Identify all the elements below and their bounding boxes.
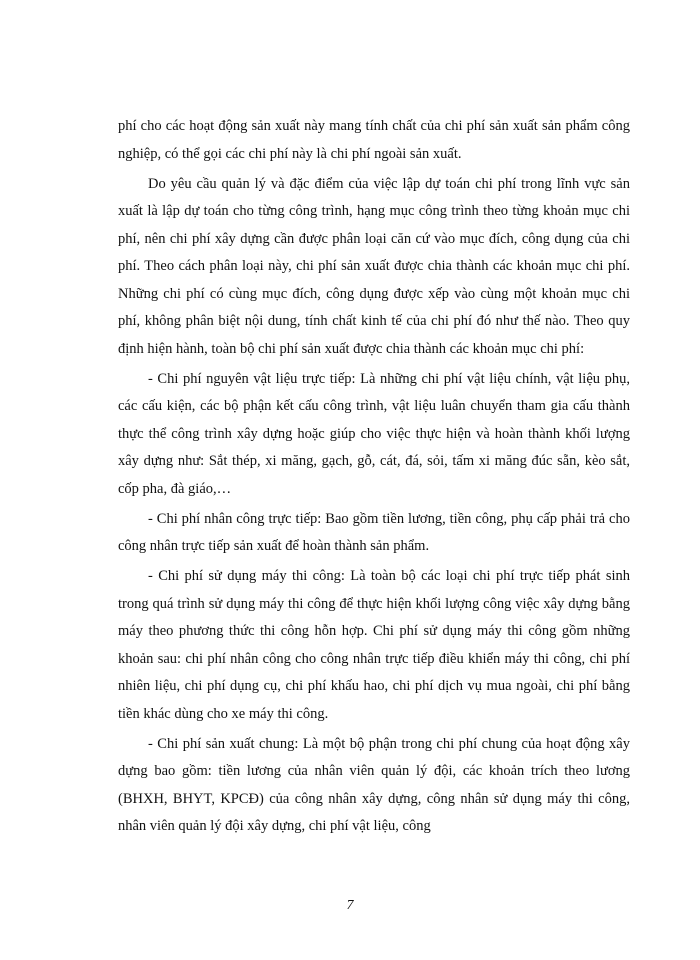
paragraph-continuation: phí cho các hoạt động sản xuất này mang tính chất của chi phí sản xuất sản phẩm công nghiệp, có thể gọi các chi phí này là chi phí ngoài sản xuất. [118, 118, 630, 162]
page-number: 7 [346, 898, 354, 913]
paragraph-direct-materials: - Chi phí nguyên vật liệu trực tiếp: Là những chi phí vật liệu chính, vật liệu phụ, các cấu kiện, các bộ phận kết cấu công trình, vật liệu luân chuyển tham gia cấu thành thực thể công trình xây dựng hoặc giúp cho việc thực hiện và hoàn thành khối lượng xây dựng như: Sắt thép, xi măng, gạch, gỗ, cát, đá, sỏi, tấm xi măng đúc sẵn, kèo sắt, cốp pha, đà giáo,… [118, 370, 630, 497]
paragraph-machine-costs: - Chi phí sử dụng máy thi công: Là toàn bộ các loại chi phí trực tiếp phát sinh trong quá trình sử dụng máy thi công để thực hiện khối lượng công việc xây dựng bằng máy theo phương thức thi công hỗn hợp. Chi phí sử dụng máy thi công gồm những khoản sau: chi phí nhân công cho công nhân trực tiếp điều khiển máy thi công, chi phí nhiên liệu, chi phí dụng cụ, chi phí khấu hao, chi phí dịch vụ mua ngoài, chi phí bằng tiền khác dùng cho xe máy thi công. [118, 568, 630, 722]
body-text [118, 113, 630, 843]
paragraph-general-production: - Chi phí sản xuất chung: Là một bộ phận trong chi phí chung của hoạt động xây dựng bao gồm: tiền lương của nhân viên quản lý đội, các khoản trích theo lương (BHXH, BHYT, KPCĐ) của công nhân xây dựng, công nhân sử dụng máy thi công, nhân viên quản lý đội xây dựng, chi phí vật liệu, công [118, 735, 630, 834]
paragraph-direct-labor: - Chi phí nhân công trực tiếp: Bao gồm tiền lương, tiền công, phụ cấp phải trả cho công nhân trực tiếp sản xuất để hoàn thành sản phẩm. [118, 510, 630, 554]
paragraph-classification: Do yêu cầu quản lý và đặc điểm của việc lập dự toán chi phí trong lĩnh vực sản xuất là lập dự toán cho từng công trình, hạng mục công trình theo từng khoản mục chi phí, nên chi phí xây dựng cần được phân loại căn cứ vào mục đích, công dụng của chi phí. Theo cách phân loại này, chi phí sản xuất được chia thành các khoản mục chi phí. Những chi phí có cùng mục đích, công dụng được xếp vào cùng một khoản mục chi phí, không phân biệt nội dung, tính chất kinh tế của chi phí đó như thế nào. Theo quy định hiện hành, toàn bộ chi phí sản xuất được chia thành các khoản mục chi phí: [118, 175, 630, 357]
